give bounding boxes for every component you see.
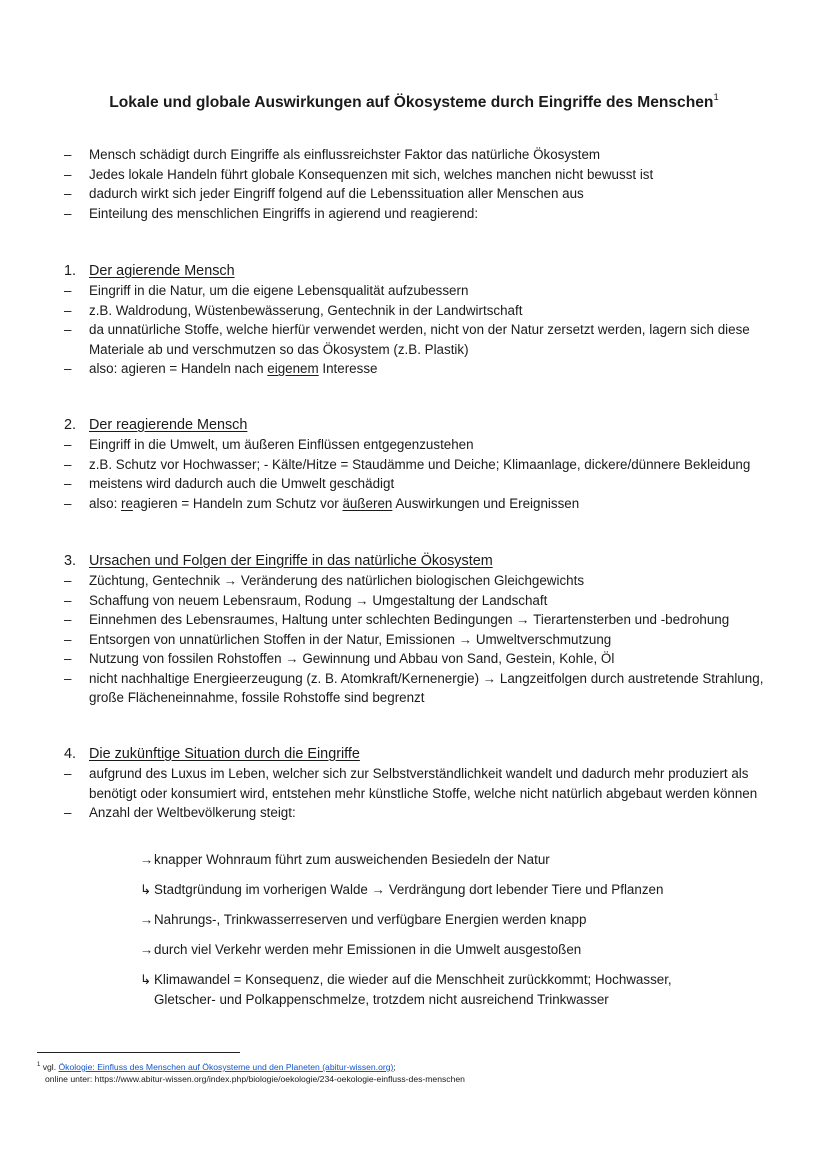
list-item: – aufgrund des Luxus im Leben, welcher sich zur Selbstverständlichkeit wandelt und dadurch mehr produziert als benötigt oder konsumiert wird, entstehen mehr künstliche Stoffe, welche nicht natürlich abgebaut werden können (62, 764, 782, 803)
footnote-source-link[interactable]: Ökologie: Einfluss des Menschen auf Ökosysteme und den Planeten (abitur-wissen.org) (58, 1061, 394, 1072)
list-item: – da unnatürliche Stoffe, welche hierfür verwendet werden, nicht von der Natur zersetzt werden, lagern sich diese Materiale ab und verschmutzen so das Ökosystem (z.B. Plastik) (62, 320, 782, 359)
consequence-item (62, 850, 782, 870)
consequence-item (62, 880, 782, 900)
intro-list (62, 145, 782, 223)
consequence-item (62, 940, 782, 960)
footnote-suffix: ; (393, 1061, 396, 1072)
arrow-down-right-icon: ↳ (140, 882, 152, 897)
list-item: – Nutzung von fossilen Rohstoffen → Gewinnung und Abbau von Sand, Gestein, Kohle, Öl (62, 649, 782, 669)
list-item (62, 359, 782, 379)
arrow-down-right-icon: ↳ (140, 972, 152, 987)
underlined-word: äußeren (342, 495, 393, 511)
arrow-right-icon: → (140, 852, 154, 867)
text-part: Auswirkungen und Ereignissen (392, 495, 580, 511)
section-heading-text: Der reagierende Mensch (89, 417, 248, 433)
section-number: 4. (64, 746, 77, 762)
intro-item: – dadurch wirkt sich jeder Eingriff folgend auf die Lebenssituation aller Menschen aus (62, 184, 782, 204)
intro-item: – Mensch schädigt durch Eingriffe als einflussreichster Faktor das natürliche Ökosystem (62, 145, 782, 165)
section-zukunft (62, 744, 782, 823)
footnote (37, 1059, 797, 1085)
title-text: Lokale und globale Auswirkungen auf Ökosysteme durch Eingriffe des Menschen (109, 94, 714, 112)
title-footnote-marker[interactable]: 1 (713, 92, 719, 103)
text-part: also: agieren = Handeln nach (89, 361, 268, 376)
footnote-line-2: online unter: https://www.abitur-wissen.org/index.php/biologie/oekologie/234-oekologie-einfluss-des-menschen (45, 1073, 465, 1084)
consequence-item (62, 910, 782, 930)
consequence-text: knapper Wohnraum führt zum ausweichenden Besiedeln der Natur (154, 852, 550, 867)
consequence-list (62, 850, 782, 1020)
list-item: – z.B. Schutz vor Hochwasser; - Kälte/Hitze = Staudämme und Deiche; Klimaanlage, dickere/dünnere Bekleidung (62, 455, 782, 475)
underlined-word: re (121, 495, 133, 511)
list-item: – Schaffung von neuem Lebensraum, Rodung → Umgestaltung der Landschaft (62, 591, 782, 611)
arrow-right-icon: → (140, 912, 154, 927)
page-title (60, 89, 768, 113)
list-item: – meistens wird dadurch auch die Umwelt geschädigt (62, 474, 782, 494)
section-agierend (62, 261, 782, 379)
consequence-text: Nahrungs-, Trinkwasserreserven und verfügbare Energien werden knapp (154, 912, 587, 927)
list-item: – Eingriff in die Umwelt, um äußeren Einflüssen entgegenzustehen (62, 435, 782, 455)
underlined-word: eigenem (267, 361, 319, 376)
consequence-text: durch viel Verkehr werden mehr Emissionen in die Umwelt ausgestoßen (154, 942, 582, 957)
section-ursachen-folgen (62, 551, 782, 708)
list-item: – Anzahl der Weltbevölkerung steigt: (62, 803, 782, 823)
text-part: Interesse (318, 361, 378, 376)
intro-item: – Jedes lokale Handeln führt globale Konsequenzen mit sich, welches manchen nicht bewusst ist (62, 165, 782, 185)
footnote-prefix: vgl. (42, 1061, 59, 1072)
list-item (62, 494, 782, 514)
section-number: 3. (64, 553, 77, 569)
section-heading-text: Die zukünftige Situation durch die Eingriffe (89, 746, 360, 762)
section-heading (62, 744, 782, 764)
consequence-item (62, 970, 782, 1010)
text-part: agieren = Handeln zum Schutz vor (132, 495, 343, 511)
list-item: – Einnehmen des Lebensraumes, Haltung unter schlechten Bedingungen → Tierartensterben und -bedrohung (62, 610, 782, 630)
section-heading (62, 415, 782, 435)
text-part: also: (89, 495, 122, 511)
consequence-text: Stadtgründung im vorherigen Walde → Verdrängung dort lebender Tiere und Pflanzen (154, 882, 664, 897)
list-item: – Entsorgen von unnatürlichen Stoffen in der Natur, Emissionen → Umweltverschmutzung (62, 630, 782, 650)
section-heading-text: Ursachen und Folgen der Eingriffe in das natürliche Ökosystem (89, 553, 493, 569)
list-item: – nicht nachhaltige Energieerzeugung (z. B. Atomkraft/Kernenergie) → Langzeitfolgen durch austretende Strahlung, große Flächeneinnahme, fossile Rohstoffe sind begrenzt (62, 669, 782, 708)
footnote-line-1 (37, 1059, 797, 1073)
arrow-right-icon: → (140, 942, 154, 957)
section-heading-text: Der agierende Mensch (89, 263, 235, 279)
section-number: 2. (64, 417, 77, 433)
list-item: – Eingriff in die Natur, um die eigene Lebensqualität aufzubessern (62, 281, 782, 301)
list-item: – Züchtung, Gentechnik → Veränderung des natürlichen biologischen Gleichgewichts (62, 571, 782, 591)
footnote-marker: 1 (37, 1062, 41, 1068)
intro-item: – Einteilung des menschlichen Eingriffs in agierend und reagierend: (62, 204, 782, 224)
section-number: 1. (64, 263, 77, 279)
section-reagierend (62, 415, 782, 513)
footnote-divider (37, 1052, 240, 1053)
list-item: – z.B. Waldrodung, Wüstenbewässerung, Gentechnik in der Landwirtschaft (62, 301, 782, 321)
consequence-text: Klimawandel = Konsequenz, die wieder auf die Menschheit zurückkommt; Hochwasser, (154, 972, 672, 987)
consequence-text-continued: Gletscher- und Polkappenschmelze, trotzdem nicht ausreichend Trinkwasser (154, 992, 609, 1007)
section-heading (62, 261, 782, 281)
section-heading (62, 551, 782, 571)
